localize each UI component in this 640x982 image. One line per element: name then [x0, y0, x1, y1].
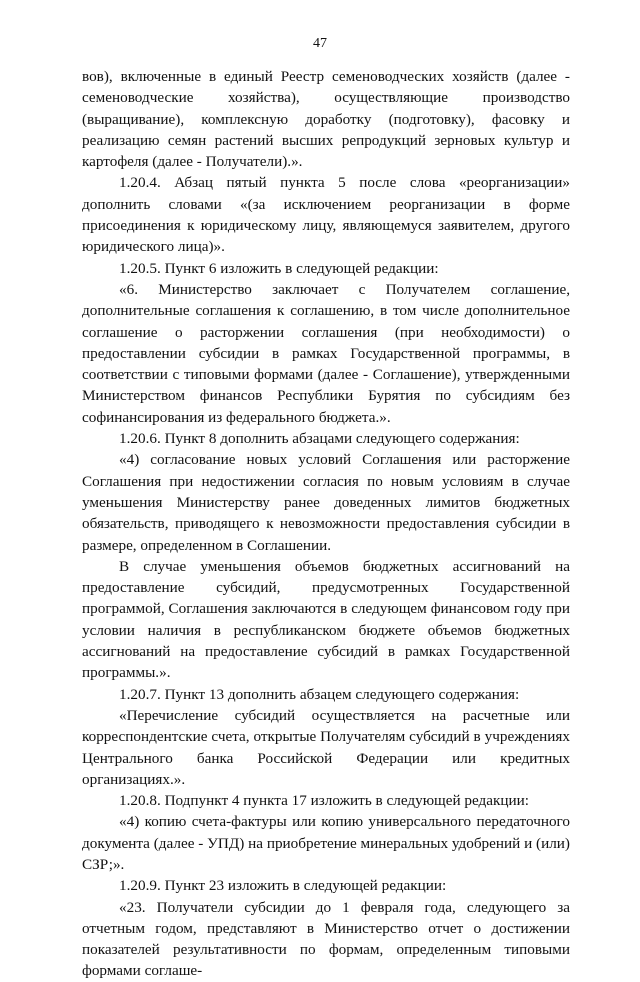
paragraph: 1.20.6. Пункт 8 дополнить абзацами следующего содержания: — [119, 430, 520, 448]
page-number: 47 — [313, 36, 327, 51]
paragraph: «6. Министерство заключает с Получателем соглашение, дополнительные соглашения к соглашению, в том числе дополнительное соглашение о расторжении соглашения (при необходимости) о предоставлении субсидии в рамках Государственной программы, в соответствии с типовыми формами (далее - Соглашение), утвержденными Министерством финансов Республики Бурятия по субсидиям без софинансирования из федерального бюджета.». — [82, 280, 570, 426]
paragraph: 1.20.8. Подпункт 4 пункта 17 изложить в следующей редакции: — [119, 792, 529, 810]
paragraph: «4) копию счета-фактуры или копию универсального передаточного документа (далее - УПД) на приобретение минеральных удобрений и (или) СЗР;». — [82, 813, 570, 873]
paragraph: 1.20.7. Пункт 13 дополнить абзацем следующего содержания: — [119, 685, 520, 703]
paragraph: 1.20.5. Пункт 6 изложить в следующей редакции: — [119, 259, 439, 277]
paragraph: В случае уменьшения объемов бюджетных ассигнований на предоставление субсидий, предусмотренных Государственной программой, Соглашения заключаются в следующем финансовом году при условии наличия в республиканском бюджете объемов бюджетных ассигнований на предоставление субсидий в рамках Государственной программы.». — [82, 557, 570, 682]
paragraph: вов), включенные в единый Реестр семеноводческих хозяйств (далее - семеноводческие хозяйства), осуществляющие производство (выращивание), комплексную доработку (подготовку), фасовку и реализацию семян растений высших репродукций зерновых культур и картофеля (далее - Получатели).». — [82, 68, 570, 171]
paragraph: «23. Получатели субсидии до 1 февраля года, следующего за отчетным годом, представляют в Министерство отчет о достижении показателей результативности по формам, определенным типовыми формами соглаше- — [82, 898, 570, 980]
document-body — [82, 66, 570, 982]
paragraph: «Перечисление субсидий осуществляется на расчетные или корреспондентские счета, открытые Получателям субсидий в учреждениях Центрального банка Российской Федерации или кредитных организациях.». — [82, 706, 570, 788]
paragraph: «4) согласование новых условий Соглашения или расторжение Соглашения при недостижении согласия по новым условиям в случае уменьшения Министерству ранее доведенных лимитов бюджетных обязательств, приводящего к невозможности предоставления субсидии в размере, определенном в Соглашении. — [82, 451, 570, 554]
paragraph: 1.20.4. Абзац пятый пункта 5 после слова «реорганизации» дополнить словами «(за исключением реорганизации в форме присоединения к юридическому лицу, являющемуся заявителем, другого юридического лица)». — [82, 174, 570, 256]
paragraph: 1.20.9. Пункт 23 изложить в следующей редакции: — [119, 877, 447, 895]
